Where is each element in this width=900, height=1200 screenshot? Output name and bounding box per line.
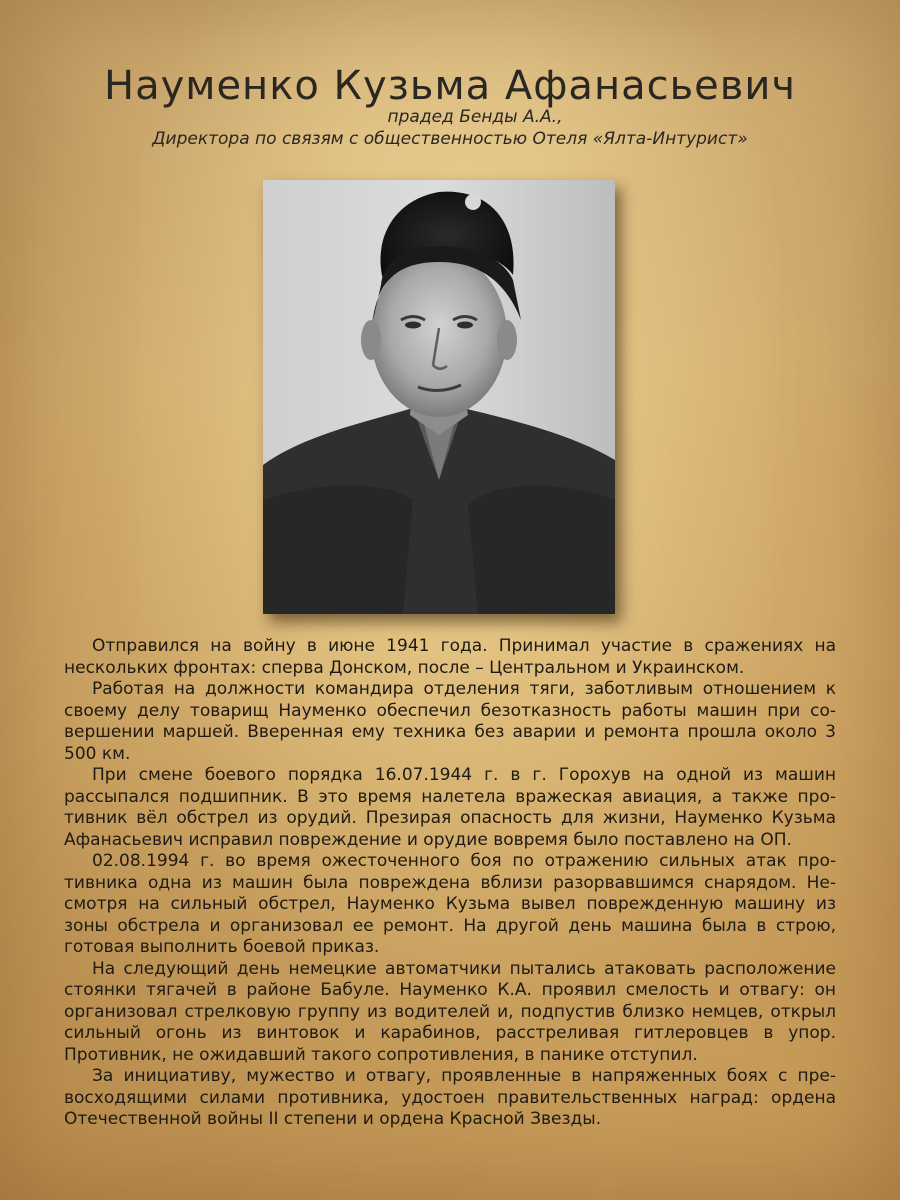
subtitle-position: Директора по связям с общественностью Отеля «Ялта-Интурист» — [152, 129, 748, 149]
portrait-photo — [263, 180, 615, 614]
paragraph-5: На следующий день немецкие автоматчики пытались атаковать расположение стоянки тягачей в районе Бабуле. Науменко К.А. проявил смелость и отвагу: он организовал стрелковую группу из водителей и, подпустив близко немцев, открыл сильный огонь из винтовок и карабинов, расстреливая гитлеровцев в упор. Противник, не ожидавший такого сопротивления, в панике отступил. — [64, 958, 836, 1065]
biography-text — [64, 636, 836, 1131]
portrait-illustration — [263, 180, 615, 614]
page-title: Науменко Кузьма Афанасьевич — [104, 62, 796, 109]
paragraph-4: 02.08.1994 г. во время ожесточенного боя по отражению сильных атак противника одна из машин была повреждена вблизи разорвавшимся снарядом. Несмотря на сильный обстрел, Науменко Кузьма вывел поврежденную машину из зоны обстрела и организовал ее ремонт. На другой день машина была в строю, готовая выполнить боевой приказ. — [64, 851, 836, 957]
paragraph-3: При смене боевого порядка 16.07.1944 г. в г. Горохув на одной из машин рассыпался подшипник. В это время налетела вражеская авиация, а также противник вёл обстрел из орудий. Презирая опасность для жизни, Науменко Кузьма Афанасьевич исправил повреждение и орудие вовремя было поставлено на ОП. — [64, 765, 836, 850]
paragraph-6: За инициативу, мужество и отвагу, проявленные в напряженных боях с превосходящими силами противника, удостоен правительственных наград: ордена Отечественной войны II степени и ордена Красной Звезды. — [64, 1066, 836, 1129]
paragraph-2: Работая на должности командира отделения тяги, заботливым отношением к своему делу товарищ Науменко обеспечил безотказность работы машин при совершении маршей. Вверенная ему техника без аварии и ремонта прошла около 3 500 км. — [64, 679, 836, 764]
paragraph-1: Отправился на войну в июне 1941 года. Принимал участие в сражениях на нескольких фронтах: сперва Донском, после – Центральном и Украинском. — [64, 636, 836, 678]
subtitle-relation: прадед Бенды А.А., — [387, 107, 563, 127]
